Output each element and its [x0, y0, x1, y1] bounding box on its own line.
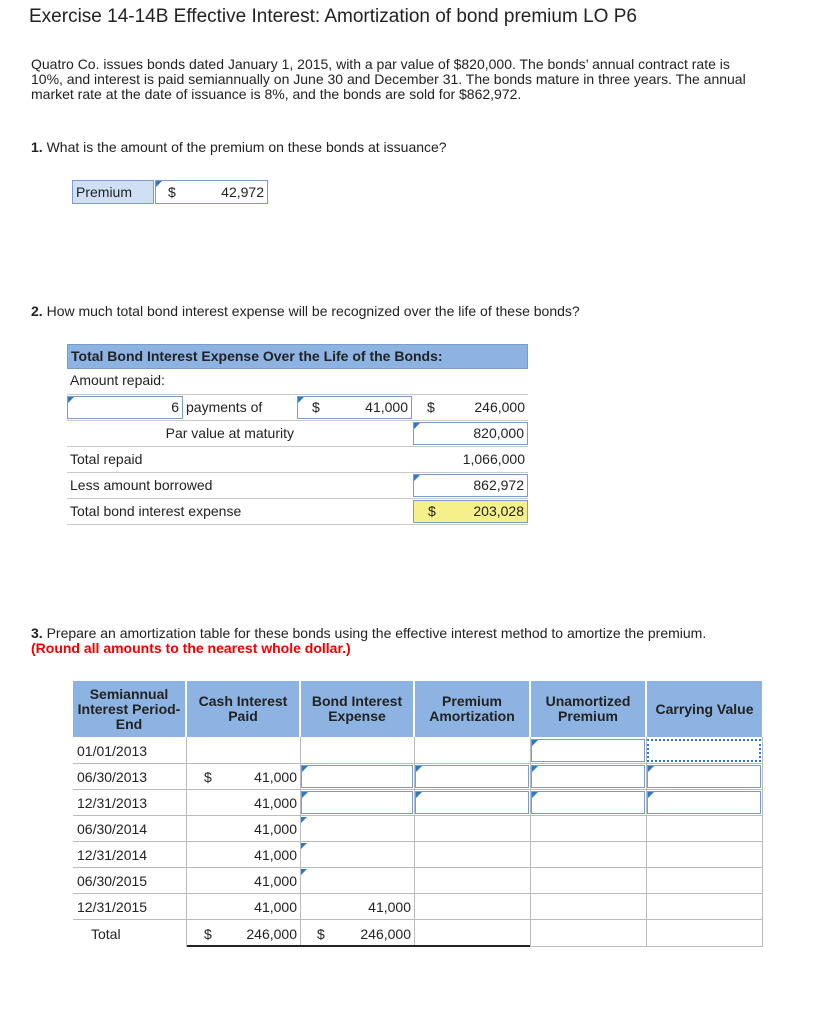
premium-amortization-input[interactable] — [415, 791, 529, 814]
total-repaid-label: Total repaid — [70, 451, 143, 467]
payment-dollar: $ — [312, 399, 320, 415]
total-repaid-value: 1,066,000 — [462, 451, 525, 467]
total-interest-answer — [413, 500, 528, 523]
bond-interest-expense-value: 41,000 — [368, 899, 411, 915]
question-2 — [31, 303, 580, 319]
total-cash-dollar: $ — [204, 926, 212, 942]
period-date: 12/31/2014 — [77, 847, 148, 863]
total-interest-label: Total bond interest expense — [70, 503, 242, 519]
amount-repaid-label: Amount repaid: — [70, 372, 165, 388]
payments-count-input[interactable]: 6 — [67, 396, 183, 419]
par-value-input[interactable]: 820,000 — [413, 422, 528, 445]
payments-total-dollar: $ — [427, 399, 435, 415]
bond-interest-expense-input[interactable] — [301, 765, 413, 788]
question-1-number: 1. — [31, 139, 43, 155]
payments-of-label: payments of — [186, 399, 263, 415]
period-date: 06/30/2013 — [77, 769, 148, 785]
input-marker-icon — [301, 817, 307, 823]
cash-interest-value: 41,000 — [254, 821, 297, 837]
carrying-value-input[interactable] — [647, 791, 761, 814]
question-3-number: 3. — [31, 625, 43, 641]
premium-input[interactable] — [155, 180, 268, 204]
question-1-text: What is the amount of the premium on these bonds at issuance? — [46, 139, 447, 155]
premium-dollar: $ — [168, 184, 176, 200]
cash-interest-value: 41,000 — [254, 847, 297, 863]
input-marker-icon — [301, 843, 307, 849]
payment-amount-input[interactable] — [297, 396, 412, 419]
unamortized-premium-input[interactable] — [531, 791, 645, 814]
premium-value: 42,972 — [221, 184, 264, 200]
cash-interest-value: 41,000 — [254, 899, 297, 915]
rounding-note: (Round all amounts to the nearest whole dollar.) — [31, 640, 351, 656]
period-date: 12/31/2015 — [77, 899, 148, 915]
payments-total: 246,000 — [474, 399, 525, 415]
header-cash-interest: Cash Interest Paid — [187, 681, 299, 737]
page-title: Exercise 14-14B Effective Interest: Amortization of bond premium LO P6 — [29, 6, 637, 27]
total-cash-interest: 246,000 — [246, 926, 297, 942]
cash-interest-value: 41,000 — [254, 873, 297, 889]
cash-interest-value: 41,000 — [254, 795, 297, 811]
header-bond-interest-expense: Bond Interest Expense — [301, 681, 413, 737]
cash-dollar: $ — [204, 769, 212, 785]
carrying-value-input[interactable] — [647, 739, 761, 762]
total-bond-interest-expense: 246,000 — [360, 926, 411, 942]
question-2-text: How much total bond interest expense will be recognized over the life of these bonds? — [46, 303, 580, 319]
less-borrowed-label: Less amount borrowed — [70, 477, 213, 493]
payment-amount: 41,000 — [365, 399, 408, 415]
less-borrowed-input[interactable]: 862,972 — [413, 474, 528, 497]
problem-statement: Quatro Co. issues bonds dated January 1, 2015, with a par value of $820,000. The bonds’ annual contract rate is 10%, and interest is paid semiannually on June 30 and December 31. The bonds mature in three years. The annual market rate at the date of issuance is 8%, and the bonds are sold for $862,972. — [31, 56, 746, 102]
bond-interest-expense-input[interactable] — [301, 791, 413, 814]
header-unamortized-premium: Unamortized Premium — [531, 681, 645, 737]
carrying-value-input[interactable] — [647, 765, 761, 788]
question-1 — [31, 139, 447, 155]
header-premium-amortization: Premium Amortization — [415, 681, 529, 737]
header-period-end: Semiannual Interest Period-End — [73, 681, 185, 737]
premium-label: Premium — [72, 180, 154, 204]
question-3-text: Prepare an amortization table for these bonds using the effective interest method to amortize the premium. — [46, 625, 707, 641]
period-date: 12/31/2013 — [77, 795, 148, 811]
header-carrying-value: Carrying Value — [647, 681, 762, 737]
unamortized-premium-input[interactable] — [531, 739, 645, 762]
total-label: Total — [91, 926, 121, 942]
period-date: 06/30/2015 — [77, 873, 148, 889]
question-3 — [31, 626, 731, 656]
period-date: 06/30/2014 — [77, 821, 148, 837]
unamortized-premium-input[interactable] — [531, 765, 645, 788]
total-interest-dollar: $ — [428, 503, 436, 519]
cash-interest-value: 41,000 — [254, 769, 297, 785]
total-expense-dollar: $ — [317, 926, 325, 942]
input-marker-icon — [301, 869, 307, 875]
total-interest-value: 203,028 — [473, 503, 524, 519]
premium-amortization-input[interactable] — [415, 765, 529, 788]
period-date: 01/01/2013 — [77, 743, 148, 759]
interest-table-title: Total Bond Interest Expense Over the Life of the Bonds: — [67, 344, 528, 369]
par-value-label: Par value at maturity — [165, 425, 294, 441]
question-2-number: 2. — [31, 303, 43, 319]
